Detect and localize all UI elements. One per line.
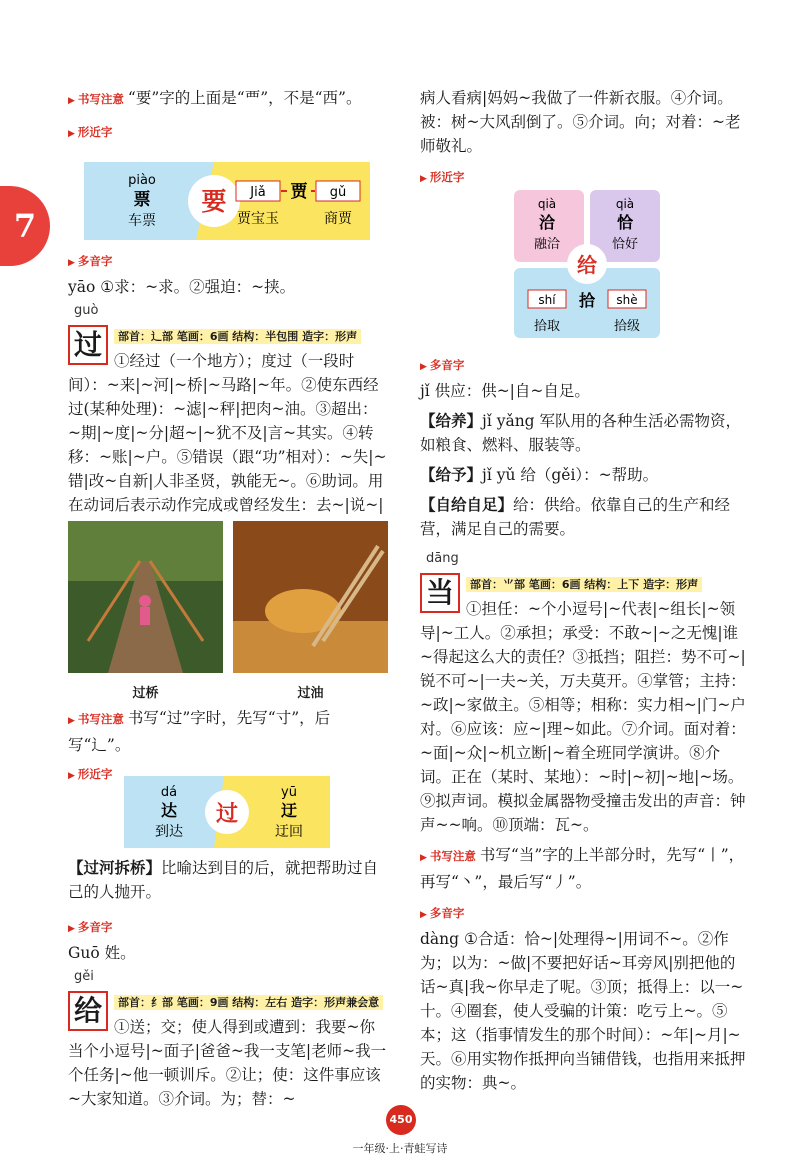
similar-word: 到达 bbox=[155, 824, 183, 840]
triangle-icon: ▶ bbox=[420, 174, 427, 184]
note-tag: 书写注意 bbox=[77, 92, 124, 106]
pinyin: shí bbox=[538, 293, 556, 307]
right-column-2 bbox=[420, 352, 750, 1095]
left-column bbox=[68, 86, 390, 146]
gei-similar-diagram bbox=[514, 190, 660, 338]
word-text: jǐ yǎng 军队用的各种生活必需物资，如粮食、燃料、服装等。 bbox=[420, 412, 742, 454]
headword-meta: 部首：⺌部 笔画：6画 结构：上下 造字：形声 bbox=[466, 577, 702, 592]
polyphone-text: jǐ 供应：供~|自~自足。 bbox=[420, 382, 590, 400]
pinyin: qià bbox=[615, 197, 635, 211]
pinyin: shè bbox=[616, 293, 638, 307]
similar-tag: 形近字 bbox=[77, 767, 113, 781]
similar-char: 拾 bbox=[578, 291, 596, 310]
headword-definition: ①送；交；使人得到或遭到：我要~你当个小逗号|~面子|爸爸~我一支笔|老师~我一个任务|~他一顿训斥。②让；使：这件事应该~大家知道。③介词。为；替：~ bbox=[68, 1018, 387, 1108]
bridge-photo bbox=[68, 521, 223, 673]
page-footer: 一年级·上·青蛙写诗 bbox=[352, 1142, 448, 1155]
idiom-label: 【过河拆桥】 bbox=[68, 858, 162, 877]
note-tag: 书写注意 bbox=[77, 712, 124, 726]
chapter-tab bbox=[0, 186, 50, 266]
triangle-icon: ▶ bbox=[68, 129, 75, 139]
similar-char: 恰 bbox=[616, 213, 634, 232]
similar-word: 商贾 bbox=[324, 211, 352, 227]
polyphone-tag: 多音字 bbox=[77, 920, 113, 934]
similar-char: 迂 bbox=[280, 801, 298, 820]
triangle-icon: ▶ bbox=[68, 96, 75, 106]
word-text: jǐ yǔ 给（gěi）：~帮助。 bbox=[482, 466, 659, 484]
fried-shrimp-photo bbox=[233, 521, 388, 673]
similar-tag: 形近字 bbox=[429, 170, 465, 184]
triangle-icon: ▶ bbox=[420, 853, 427, 863]
photo-caption: 过桥 bbox=[132, 686, 159, 701]
similar-word: 恰好 bbox=[611, 237, 639, 252]
triangle-icon: ▶ bbox=[68, 258, 75, 268]
similar-word: 迂回 bbox=[275, 824, 303, 840]
triangle-icon: ▶ bbox=[68, 771, 75, 781]
idiom-text: 比喻达到目的后，就把帮助过自己的人抛开。 bbox=[68, 859, 379, 901]
guo-similar-diagram bbox=[124, 776, 330, 848]
pinyin: piào bbox=[128, 173, 156, 188]
similar-char: 贾 bbox=[290, 182, 308, 202]
pinyin: gǔ bbox=[329, 185, 347, 200]
headword-definition: ①担任：~个小逗号|~代表|~组长|~领导|~工人。②承担；承受：不敢~|~之无愧|谁~得起这么大的责任？③抵挡；阻拦：势不可~|锐不可~|一夫~关，万夫莫开。④掌管；主持：~政|~家做主。⑤相等；相称：实力相~|门~户对。⑥应该：应~|理~如此。⑦介词。面对着：~面|~众|~机立断|~着全班同学演讲。⑧介词。正在（某时、某地）：~时|~初|~地|~场。⑨拟声词。模拟金属器物受撞击发出的声音：钟声~~响。⑩顶端：瓦~。 bbox=[420, 600, 746, 834]
photo-caption: 过油 bbox=[297, 686, 324, 701]
center-char: 要 bbox=[201, 187, 227, 216]
word-label: 【给养】 bbox=[420, 411, 483, 430]
similar-word: 车票 bbox=[128, 213, 156, 229]
triangle-icon: ▶ bbox=[420, 362, 427, 372]
pinyin: dá bbox=[160, 785, 178, 800]
headword-char: 当 bbox=[420, 573, 460, 613]
center-char: 过 bbox=[215, 802, 239, 827]
triangle-icon: ▶ bbox=[420, 910, 427, 920]
left-column-4 bbox=[68, 856, 390, 1111]
headword-definition: ①经过（一个地方）；度过（一段时间）：~来|~河|~桥|~马路|~年。②使东西经过(某种处理)：~滤|~秤|把肉~油。③超出：~期|~度|~分|超~|~犹不及|言~其实。④转移：~账|~户。⑤错误（跟“功”相对）：~失|~错|改~自新|人非圣贤，孰能无~。⑥助词。用在动词后表示动作完成或曾经发生：去~|说~| bbox=[68, 352, 387, 514]
triangle-icon: ▶ bbox=[68, 716, 75, 726]
triangle-icon: ▶ bbox=[68, 924, 75, 934]
note-text: “要”字的上面是“覀”，不是“西”。 bbox=[127, 89, 362, 107]
note-text: 书写“过”字时，先写“寸”，后写“辶”。 bbox=[68, 709, 331, 754]
similar-char: 洽 bbox=[538, 213, 556, 232]
headword-char: 过 bbox=[68, 325, 108, 365]
center-char: 给 bbox=[577, 253, 597, 277]
similar-word: 拾级 bbox=[613, 319, 641, 334]
page-number: 450 bbox=[386, 1105, 416, 1135]
polyphone-text: yāo ①求：~求。②强迫：~挟。 bbox=[68, 278, 296, 296]
similar-word: 拾取 bbox=[533, 319, 561, 334]
pinyin: Jiǎ bbox=[250, 185, 266, 200]
note-text: 书写“当”字的上半部分时，先写“丨”，再写“丶”，最后写“丿”。 bbox=[420, 846, 745, 891]
headword-meta: 部首：纟部 笔画：9画 结构：左右 造字：形声兼会意 bbox=[114, 995, 383, 1010]
similar-char: 票 bbox=[133, 190, 151, 210]
left-column-2 bbox=[68, 248, 390, 541]
word-text: 给：供给。依靠自己的生产和经营，满足自己的需要。 bbox=[420, 496, 731, 538]
similar-char: 达 bbox=[160, 801, 178, 820]
note-tag: 书写注意 bbox=[429, 849, 476, 863]
polyphone-tag: 多音字 bbox=[77, 254, 113, 268]
polyphone-text: dàng ①合适：恰~|处理得~|用词不~。②作为；以为：~做|不要把好话~耳旁风|别把他的话~真|我~你早走了呢。③顶；抵得上：以一~十。④圈套，使人受骗的计策：吃亏上~。⑤本；这（指事情发生的那个时间）：~年|~月|~天。⑥用实物作抵押向当铺借钱，也指用来抵押的实物：典~。 bbox=[420, 930, 746, 1092]
pinyin: qià bbox=[537, 197, 557, 211]
similar-tag: 形近字 bbox=[77, 125, 113, 139]
definition-continued: 病人看病|妈妈~我做了一件新衣服。④介词。被：树~大风刮倒了。⑤介词。向；对着：~老师敬礼。 bbox=[420, 89, 741, 155]
similar-word: 融洽 bbox=[533, 237, 561, 252]
yao-similar-diagram bbox=[84, 162, 370, 240]
word-label: 【自给自足】 bbox=[420, 495, 514, 514]
similar-word: 贾宝玉 bbox=[237, 211, 279, 227]
chapter-number: 7 bbox=[13, 207, 37, 245]
headword-meta: 部首：辶部 笔画：6画 结构：半包围 造字：形声 bbox=[114, 329, 361, 344]
headword-pinyin: gěi bbox=[74, 969, 94, 984]
headword-pinyin: dāng bbox=[426, 551, 459, 566]
polyphone-tag: 多音字 bbox=[429, 358, 465, 372]
word-label: 【给予】 bbox=[420, 465, 483, 484]
polyphone-tag: 多音字 bbox=[429, 906, 465, 920]
headword-pinyin: guò bbox=[74, 303, 99, 318]
right-column bbox=[420, 86, 750, 191]
yao-writing-note bbox=[68, 86, 390, 113]
headword-char: 给 bbox=[68, 991, 108, 1031]
polyphone-text: Guō 姓。 bbox=[68, 944, 136, 962]
pinyin: yū bbox=[281, 785, 297, 800]
